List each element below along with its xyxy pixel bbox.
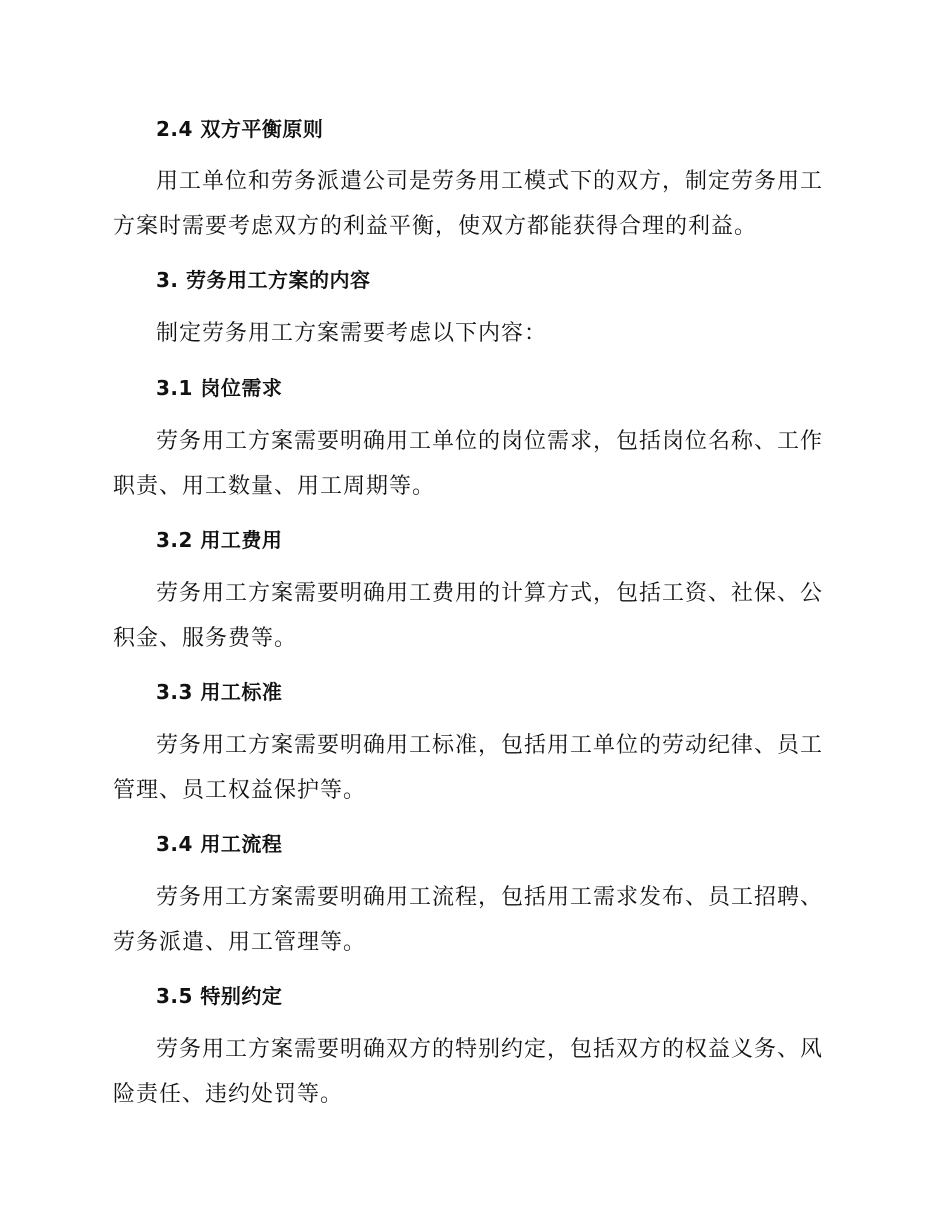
section-heading-3-4: 3.4 用工流程 — [156, 832, 283, 856]
section-heading-3-1: 3.1 岗位需求 — [156, 376, 283, 400]
paragraph-labor-process: 劳务用工方案需要明确用工流程，包括用工需求发布、员工招聘、劳务派遣、用工管理等。 — [113, 885, 824, 955]
section-heading-2-4: 2.4 双方平衡原则 — [156, 117, 324, 141]
section-heading-3: 3. 劳务用工方案的内容 — [156, 268, 371, 292]
section-heading-3-5: 3.5 特别约定 — [156, 984, 283, 1008]
paragraph-special-agreement: 劳务用工方案需要明确双方的特别约定，包括双方的权益义务、风险责任、违约处罚等。 — [113, 1037, 824, 1107]
section-heading-3-3: 3.3 用工标准 — [156, 680, 283, 704]
paragraph-position-demand: 劳务用工方案需要明确用工单位的岗位需求，包括岗位名称、工作职责、用工数量、用工周期等。 — [113, 429, 824, 499]
paragraph-balance-principle: 用工单位和劳务派遣公司是劳务用工模式下的双方，制定劳务用工方案时需要考虑双方的利益平衡，使双方都能获得合理的利益。 — [113, 169, 824, 239]
section-heading-3-2: 3.2 用工费用 — [156, 528, 283, 552]
paragraph-intro: 制定劳务用工方案需要考虑以下内容： — [156, 321, 548, 346]
paragraph-labor-standard: 劳务用工方案需要明确用工标准，包括用工单位的劳动纪律、员工管理、员工权益保护等。 — [113, 733, 824, 803]
paragraph-labor-cost: 劳务用工方案需要明确用工费用的计算方式，包括工资、社保、公积金、服务费等。 — [113, 581, 824, 651]
